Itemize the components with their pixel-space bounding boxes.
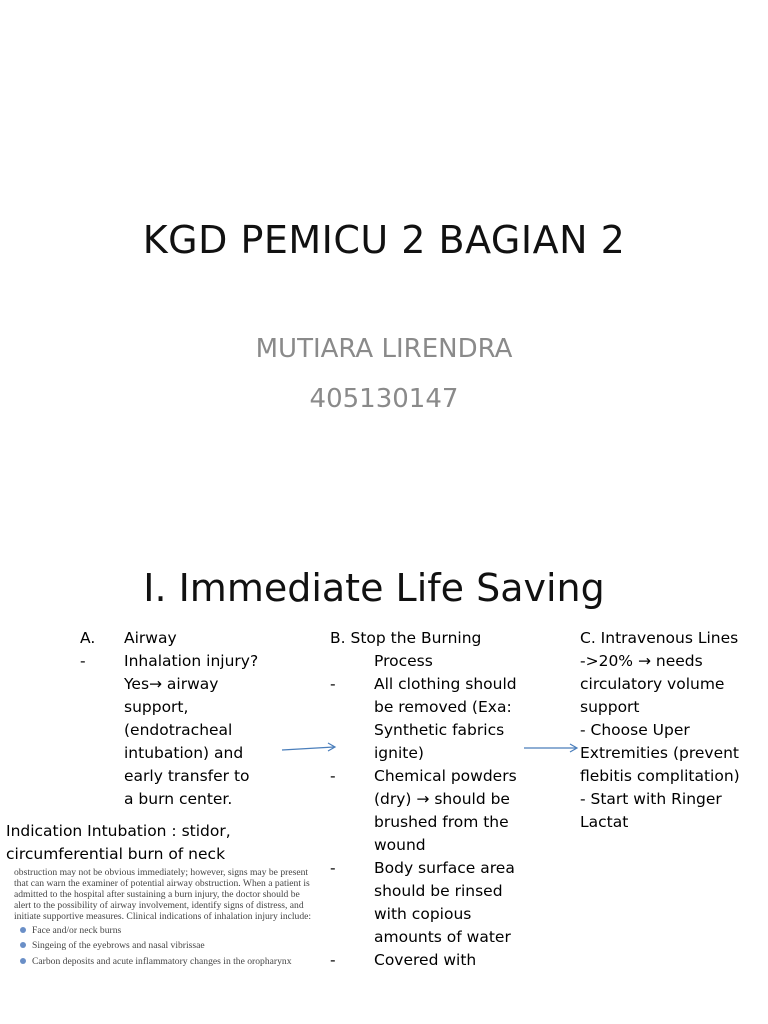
list-item-text: Carbon deposits and acute inflammatory changes in the oropharynx [32, 956, 292, 968]
list-item [330, 949, 520, 972]
bullet-marker: - [330, 767, 336, 785]
list-item-text: All clothing should be removed (Exa: Synthetic fabrics ignite) [374, 675, 517, 762]
list-item [330, 857, 520, 949]
list-item-text: Chemical powders (dry) → should be brushed from the wound [374, 767, 517, 854]
textbook-excerpt [14, 868, 319, 973]
bullet-marker: - [330, 951, 336, 969]
author-name: MUTIARA LIRENDRA [255, 334, 513, 364]
heading-marker: A. [80, 629, 96, 647]
iv-lines-column [580, 627, 760, 834]
iv-line: - Start with Ringer Lactat [580, 790, 722, 831]
iv-line: C. Intravenous Lines [580, 629, 739, 647]
excerpt-paragraph: obstruction may not be obvious immediately; however, signs may be present that can warn the examiner of potential airway obstruction. When a patient is admitted to the hospital after sustaining a burn injury, the doctor should be alert to the possibility of airway involvement, identify signs of distress, and initiate supportive measures. Clinical indications of inhalation injury include: [14, 867, 312, 922]
stop-burning-heading: B. Stop the Burning [330, 629, 482, 647]
bullet-icon [20, 927, 26, 933]
bullet-icon [20, 958, 26, 964]
list-item [330, 765, 520, 857]
iv-line: ->20% → needs circulatory volume support [580, 652, 725, 716]
indication-intubation: Indication Intubation : stidor, circumferential burn of neck [6, 822, 231, 863]
list-item [20, 957, 319, 968]
list-item-text: Face and/or neck burns [32, 924, 122, 936]
presentation-title: KGD PEMICU 2 BAGIAN 2 [142, 218, 626, 262]
list-item-text: Singeing of the eyebrows and nasal vibrissae [32, 940, 205, 952]
list-item [20, 926, 319, 937]
airway-heading-text: Airway [124, 629, 177, 647]
list-item [330, 673, 520, 765]
bullet-marker: - [330, 675, 336, 693]
content-slide [0, 520, 768, 1024]
airway-bullet-text: Inhalation injury? Yes→ airway support, (endotracheal intubation) and early transfer to a burn center. [124, 652, 259, 808]
arrow-right-icon [522, 738, 582, 758]
airway-heading [80, 627, 260, 650]
slide-title: I. Immediate Life Saving [143, 566, 605, 610]
stop-burning-column [330, 627, 520, 972]
bullet-marker: - [80, 652, 86, 670]
list-item-text: Body surface area should be rinsed with copious amounts of water [374, 859, 515, 946]
iv-line: - Choose Uper Extremities (prevent flebitis complitation) [580, 721, 740, 785]
airway-bullet [80, 650, 260, 811]
excerpt-list [14, 926, 319, 969]
student-id: 405130147 [309, 384, 459, 414]
airway-column [80, 627, 260, 811]
list-item-text: Covered with [374, 951, 477, 969]
list-item [20, 941, 319, 952]
bullet-icon [20, 942, 26, 948]
bullet-marker: - [330, 859, 336, 877]
stop-burning-heading-cont: Process [374, 652, 433, 670]
